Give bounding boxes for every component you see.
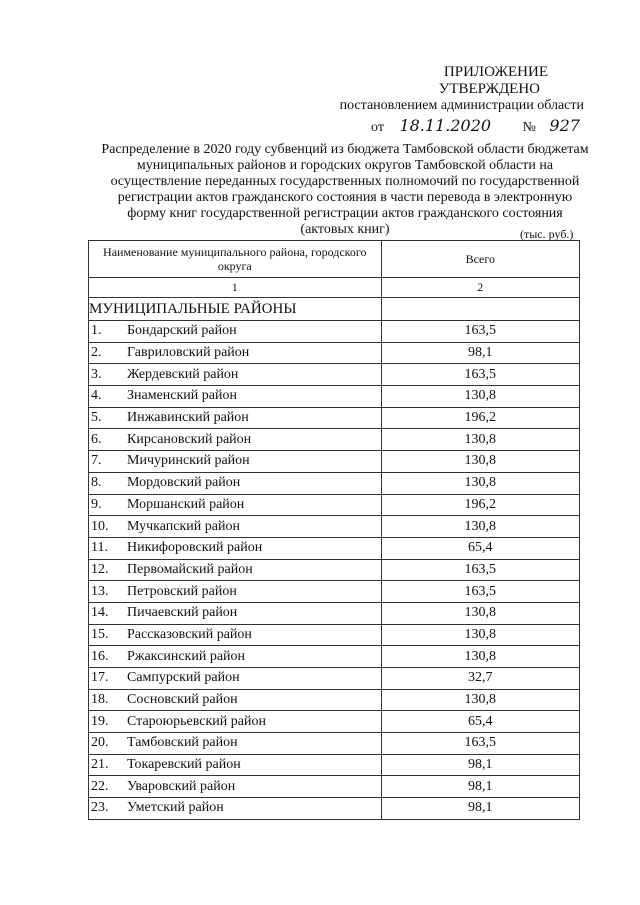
table-row [89,342,580,364]
district-name: Сосновский район [127,692,238,708]
section-title: МУНИЦИПАЛЬНЫЕ РАЙОНЫ [89,298,382,321]
district-name: Моршанский район [127,496,245,512]
district-name: Токаревский район [127,757,241,773]
amount-cell: 98,1 [381,342,579,364]
amount-cell: 130,8 [381,602,579,624]
table-row [89,537,580,559]
table-row [89,689,580,711]
district-name: Рассказовский район [127,626,252,642]
date-prefix: от [371,120,384,135]
amount-cell: 130,8 [381,386,579,408]
handwritten-date: 18.11.2020 [399,116,492,135]
district-name: Знаменский район [127,388,237,404]
table-row [89,364,580,386]
row-number: 1. [91,323,102,339]
table-row [89,559,580,581]
district-cell [89,602,382,624]
district-name: Жердевский район [127,366,239,382]
district-name: Мучкапский район [127,518,240,534]
amount-cell: 196,2 [381,494,579,516]
row-number: 5. [91,410,102,426]
col2-number: 2 [381,278,579,298]
document-title: Распределение в 2020 году субвенций из бюджета Тамбовской области бюджетам муниципальных районов и городских округов Тамбовской области на осуществление переданных государственных полномочий по государственной регистрации актов гражданского состояния в части перевода в электронную форму книг государственной регистрации актов гражданского состояния (актовых книг) [101,142,589,237]
row-number: 9. [91,496,102,512]
district-cell [89,798,382,820]
district-cell [89,321,382,343]
district-cell [89,689,382,711]
table-row [89,711,580,733]
number-prefix: № [522,120,536,135]
district-cell [89,776,382,798]
amount-cell: 163,5 [381,581,579,603]
amount-cell: 130,8 [381,429,579,451]
row-number: 17. [91,670,109,686]
table-row [89,733,580,755]
district-name: Инжавинский район [127,410,249,426]
column-number-row [89,278,580,298]
col1-header: Наименование муниципального района, городского округа [89,241,382,278]
row-number: 18. [91,692,109,708]
district-name: Уметский район [127,800,224,816]
table-row [89,407,580,429]
table-row [89,472,580,494]
district-cell [89,472,382,494]
amount-cell: 163,5 [381,559,579,581]
col1-number: 1 [89,278,382,298]
district-cell [89,386,382,408]
amount-cell: 163,5 [381,733,579,755]
row-number: 22. [91,778,109,794]
district-name: Первомайский район [127,561,253,577]
district-name: Мордовский район [127,475,241,491]
amount-cell: 65,4 [381,711,579,733]
amount-cell: 65,4 [381,537,579,559]
table-row [89,386,580,408]
district-cell [89,668,382,690]
district-cell [89,711,382,733]
district-name: Пичаевский район [127,605,238,621]
table-row [89,754,580,776]
district-name: Мичуринский район [127,453,250,469]
district-cell [89,624,382,646]
district-cell [89,516,382,538]
district-name: Никифоровский район [127,540,263,556]
amount-cell: 196,2 [381,407,579,429]
table-row [89,646,580,668]
table-row [89,321,580,343]
district-cell [89,451,382,473]
row-number: 14. [91,605,109,621]
district-name: Бондарский район [127,323,237,339]
district-cell [89,581,382,603]
handwritten-number: 927 [549,116,580,135]
amount-cell: 98,1 [381,754,579,776]
table-row [89,581,580,603]
district-name: Тамбовский район [127,735,238,751]
district-name: Сампурский район [127,670,240,686]
amount-cell: 130,8 [381,646,579,668]
row-number: 16. [91,648,109,664]
amount-cell: 32,7 [381,668,579,690]
row-number: 11. [91,540,108,556]
district-cell [89,537,382,559]
row-number: 2. [91,345,102,361]
row-number: 6. [91,431,102,447]
col2-header: Всего [381,241,579,278]
district-cell [89,733,382,755]
table-row [89,624,580,646]
row-number: 21. [91,757,109,773]
table-header-row [89,241,580,278]
row-number: 4. [91,388,102,404]
amount-cell: 130,8 [381,516,579,538]
row-number: 7. [91,453,102,469]
district-cell [89,494,382,516]
district-cell [89,754,382,776]
district-name: Староюрьевский район [127,713,266,729]
resolution-label: постановлением администрации области [339,98,584,113]
amount-cell: 130,8 [381,624,579,646]
section-row [89,298,580,321]
table-row [89,494,580,516]
amount-cell: 130,8 [381,689,579,711]
district-cell [89,559,382,581]
district-cell [89,342,382,364]
row-number: 8. [91,475,102,491]
section-empty-cell [381,298,579,321]
subvention-table [88,240,580,820]
amount-cell: 163,5 [381,364,579,386]
district-cell [89,407,382,429]
amount-cell: 130,8 [381,472,579,494]
district-cell [89,429,382,451]
table-row [89,451,580,473]
table-row [89,429,580,451]
units-label: (тыс. руб.) [520,227,574,241]
district-cell [89,364,382,386]
table-row [89,668,580,690]
district-cell [89,646,382,668]
table-row [89,798,580,820]
amount-cell: 130,8 [381,451,579,473]
district-name: Ржаксинский район [127,648,246,664]
date-number-line [371,116,580,136]
row-number: 20. [91,735,109,751]
table-row [89,516,580,538]
appendix-label: ПРИЛОЖЕНИЕ [443,64,548,80]
table-row [89,602,580,624]
amount-cell: 163,5 [381,321,579,343]
row-number: 10. [91,518,109,534]
district-name: Уваровский район [127,778,236,794]
district-name: Гавриловский район [127,345,250,361]
amount-cell: 98,1 [381,798,579,820]
district-name: Кирсановский район [127,431,252,447]
row-number: 23. [91,800,109,816]
district-name: Петровский район [127,583,237,599]
table-row [89,776,580,798]
row-number: 12. [91,561,109,577]
row-number: 19. [91,713,109,729]
amount-cell: 98,1 [381,776,579,798]
approved-label: УТВЕРЖДЕНО [438,81,540,97]
row-number: 13. [91,583,109,599]
row-number: 15. [91,626,109,642]
row-number: 3. [91,366,102,382]
